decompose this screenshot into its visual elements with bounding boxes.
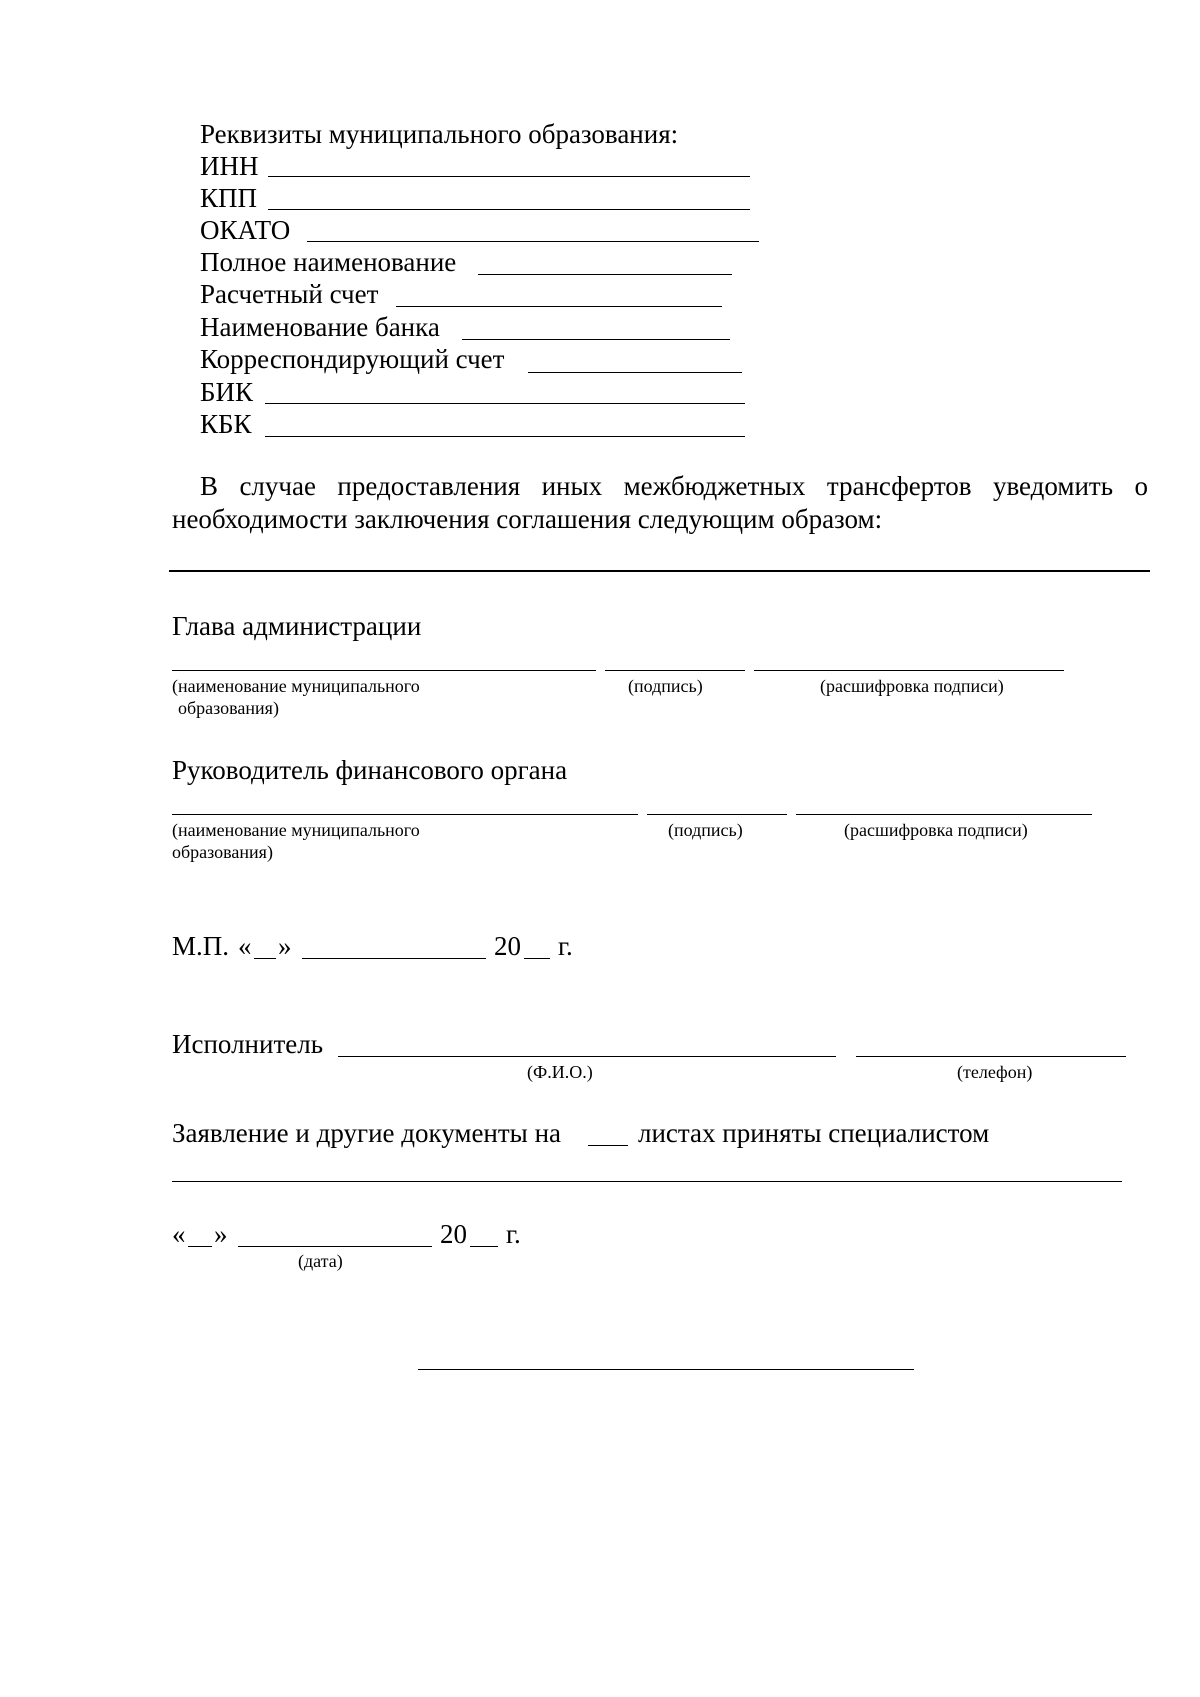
field-label-account: Расчетный счет <box>200 279 379 309</box>
notice-line-1: В случае предоставления иных межбюджетных трансфертов уведомить о <box>200 471 1148 501</box>
date-year-line[interactable] <box>470 1246 498 1247</box>
date-year-prefix: 20 <box>440 1219 467 1249</box>
bottom-signature-line[interactable] <box>418 1369 914 1370</box>
head-admin-caption-decoding: (расшифровка подписи) <box>820 676 1004 696</box>
stamp-mp: М.П. <box>172 931 230 961</box>
head-admin-caption-name: (наименование муниципального <box>172 676 420 696</box>
stamp-year-prefix: 20 <box>494 931 521 961</box>
acceptance-text-before: Заявление и другие документы на <box>172 1118 562 1148</box>
head-finance-signature-line[interactable] <box>647 814 787 815</box>
head-admin-decoding-line[interactable] <box>754 670 1064 671</box>
head-admin-signature-line[interactable] <box>605 670 745 671</box>
stamp-quote-open: « <box>238 931 252 961</box>
head-finance-decoding-line[interactable] <box>796 814 1092 815</box>
field-label-corr-account: Корреспондирующий счет <box>200 344 505 374</box>
head-finance-caption-signature: (подпись) <box>668 820 743 840</box>
acceptance-specialist-line[interactable] <box>172 1181 1122 1182</box>
head-finance-caption-name: (наименование муниципального <box>172 820 420 840</box>
date-quote-open: « <box>172 1219 186 1249</box>
executor-caption-phone: (телефон) <box>957 1062 1033 1082</box>
field-label-full-name: Полное наименование <box>200 247 457 277</box>
field-line-inn[interactable] <box>268 176 750 177</box>
head-admin-title: Глава администрации <box>172 611 422 641</box>
notice-line-2: необходимости заключения соглашения следующим образом: <box>172 504 883 534</box>
stamp-day-line[interactable] <box>254 958 276 959</box>
date-year-suffix: г. <box>506 1219 521 1249</box>
requisites-heading: Реквизиты муниципального образования: <box>200 119 679 149</box>
field-line-full-name[interactable] <box>478 274 732 275</box>
field-line-bank-name[interactable] <box>462 339 730 340</box>
field-label-bank-name: Наименование банка <box>200 312 440 342</box>
stamp-year-suffix: г. <box>558 931 573 961</box>
stamp-year-line[interactable] <box>524 958 550 959</box>
executor-label: Исполнитель <box>172 1029 324 1059</box>
field-line-kbk[interactable] <box>265 436 745 437</box>
head-finance-caption-name-2: образования) <box>172 842 273 862</box>
head-admin-name-line[interactable] <box>172 670 596 671</box>
field-line-kpp[interactable] <box>268 209 750 210</box>
stamp-quote-close: » <box>278 931 292 961</box>
executor-caption-fio: (Ф.И.О.) <box>527 1062 593 1082</box>
field-line-bik[interactable] <box>265 403 745 404</box>
date-caption: (дата) <box>298 1251 343 1271</box>
head-admin-caption-name-2: образования) <box>178 698 279 718</box>
notice-answer-line[interactable] <box>169 570 1150 572</box>
head-admin-caption-signature: (подпись) <box>628 676 703 696</box>
date-quote-close: » <box>214 1219 228 1249</box>
field-line-corr-account[interactable] <box>528 372 742 373</box>
executor-fio-line[interactable] <box>338 1056 836 1057</box>
acceptance-pages-line[interactable] <box>588 1145 628 1146</box>
field-label-inn: ИНН <box>200 151 259 181</box>
field-line-okato[interactable] <box>307 241 759 242</box>
field-label-bik: БИК <box>200 377 254 407</box>
acceptance-text-after: листах приняты специалистом <box>638 1118 990 1148</box>
date-month-line[interactable] <box>238 1246 432 1247</box>
head-finance-title: Руководитель финансового органа <box>172 755 568 785</box>
field-label-kpp: КПП <box>200 183 258 213</box>
executor-phone-line[interactable] <box>856 1056 1126 1057</box>
notice-paragraph <box>172 470 1148 536</box>
field-label-kbk: КБК <box>200 409 252 439</box>
head-finance-name-line[interactable] <box>172 814 638 815</box>
date-day-line[interactable] <box>188 1246 212 1247</box>
field-label-okato: ОКАТО <box>200 215 291 245</box>
field-line-account[interactable] <box>396 306 722 307</box>
stamp-month-line[interactable] <box>302 958 486 959</box>
head-finance-caption-decoding: (расшифровка подписи) <box>844 820 1028 840</box>
